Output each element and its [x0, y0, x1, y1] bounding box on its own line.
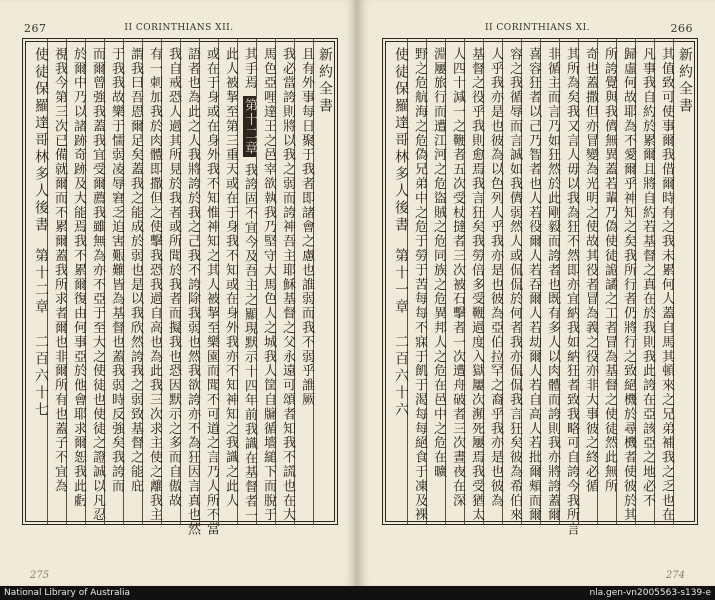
- footer-item-id: nla.gen-vn2005563-s139-e: [589, 588, 711, 598]
- left-text-column: 于我我故樂于懦弱凌辱窘乏迫害艱難皆為基督也蓋我弱時反強矣我誇而: [109, 47, 124, 494]
- left-text-column: 有一刺加我於肉體即撒但之使擊我恐我過自高也為此我三次求主使之離我主: [147, 47, 162, 523]
- right-text-column: 其所為矣我又言人毋以我為狂不然即亦宜納我如納狂者致我略可自誇今我所言: [564, 47, 579, 537]
- right-text-column: 其值致可使事爾我借爾時有之我未累何人蓋自馬其頓來之兄弟補我之乏也在: [659, 47, 674, 523]
- right-running-head: II CORINTHIANS XI.: [484, 23, 591, 33]
- left-text-frame: [22, 38, 338, 537]
- right-page: [358, 0, 715, 586]
- left-page: [0, 0, 356, 586]
- left-running-head: II CORINTHIANS XII.: [124, 23, 234, 33]
- right-text-column: 所誇覺與我儕無異蓋若輩乃偽使徒詭譎之工者冒為基督之使徒然此無所: [602, 47, 617, 494]
- left-text-column: 我必當誇則將以我之弱而誇神吾主耶穌基督之父永遠可頌者知我不謊也在大: [280, 47, 295, 523]
- chapter-start-marker: 第十二章: [242, 97, 257, 156]
- left-pencil-note: 275: [30, 570, 50, 581]
- right-page-number: 266: [670, 22, 693, 35]
- left-side-series-title: 新約全書: [317, 47, 333, 115]
- right-text-column: 喜容狂者以己乃智者也人若役爾人若吞爾人若劫爾人若自高人若批爾頰而爾: [526, 47, 541, 523]
- left-text-column: 此人被挈至第三重天或在于身我不知或在身外我亦不知神知之我識之此人: [223, 47, 238, 508]
- right-text-column: 奇也蓋撒但亦冒變為光明之使故其役者冒為義之役亦非大事彼之終必循: [583, 47, 598, 494]
- right-text-column: 非循主而言乃如狂然於此剛毅而誇者也既有多人以肉體而誇則我亦將誇蓋爾: [545, 47, 560, 523]
- right-text-column: 歸虛何故耶為不愛爾乎神知之矣我所行者仍將行之致絕機於尋機者使彼於其: [621, 47, 636, 523]
- right-text-column: 凡事我自約於累爾且將自約若基督之真在於我則我此誇在亞該亞之地必不: [640, 47, 655, 508]
- left-chapter-label: 第十二章: [33, 248, 49, 316]
- right-text-column: 野之危航海之危偽兄弟中之危于勞于苦每每不寐于飢于渴每每絕食于凍及裸: [412, 47, 427, 523]
- right-text-frame: [382, 38, 698, 537]
- archive-footer: [0, 586, 715, 600]
- left-text-column: 而爾曾強我蓋我宜受爾薦我雖無為亦不亞于至大之使徒也使徒之證誠以凡忍: [90, 47, 105, 523]
- right-text-column: 容之我循辱而言誠如我儕弱然人或侃侃於何者我亦侃侃我言狂矣彼為希伯來: [507, 47, 522, 523]
- right-text-column: 基督之役乎我則愈焉我言狂矣我勞倍多受鞭過度入獄屢次瀕死屢焉我受猶太: [469, 47, 484, 523]
- left-book-title: 使徒保羅達哥林多人後書: [33, 47, 49, 234]
- left-book-title-strip: [29, 47, 47, 516]
- right-page-header: [382, 20, 693, 38]
- left-page-number: 267: [24, 22, 47, 35]
- right-side-series-title: 新約全書: [677, 47, 693, 115]
- right-pencil-note: 274: [665, 570, 685, 581]
- left-folio-number: 二百六十七: [33, 334, 49, 419]
- footer-library-name: National Library of Australia: [4, 588, 131, 598]
- left-text-column: 於爾中乃以諸跡奇跡及大能焉我不累爾復由何事亞於他會耶求爾恕我此虧: [71, 47, 86, 508]
- right-book-title-strip: [389, 47, 407, 516]
- left-text-column: 其手焉 第十二章 我誇固不宜今及吾主之顯現默示十四年前我識在基督者一: [242, 47, 257, 523]
- left-text-column: 語者也為此之人我將誇於我之己我不誇除我弱也然我欲誇亦不為狂因言真也然: [185, 47, 200, 537]
- right-text-column: 人四十減一之鞭者五次受杖撻者三次被石擊者一次遭舟破者三次晝夜在深: [450, 47, 465, 508]
- right-book-title: 使徒保羅達哥林多人後書: [393, 47, 409, 234]
- right-text-column: 淵屢旅行而遭江河之危盜賊之危同族之危異邦人之危在邑中之危在曠: [431, 47, 446, 479]
- left-page-header: [24, 20, 334, 38]
- left-text-column: 謂我曰吾恩爾足矣蓋我之能成於弱也是以我欣然誇我之弱致基督之能庇: [128, 47, 143, 494]
- right-text-column: 人乎我亦是也彼為以色列人乎我亦是也彼為亞伯拉罕之裔乎我亦是也彼為: [488, 47, 503, 508]
- left-text-column: 且有外事每日聚于我者即諸會之慮也誰弱而我不弱乎誰厥: [299, 47, 314, 407]
- left-text-column: 視我今第三次已備就爾而不累爾蓋我所求者爾也非爾所有也蓋子不宜為: [52, 47, 67, 494]
- left-text-column: 我自戒恐人過其所見於我者或所聞於我者而擬我也恐因默示之多而自傲故: [166, 47, 181, 508]
- left-text-column: 或在于身或在身外我不知惟神知之其人被挈至樂園而聞不可道之言乃人所不當: [204, 47, 219, 537]
- left-text-column: 馬色亞哩達王之邑宰欲執我乃堅守大馬色人之城我人筐自牖循墻縋下而脫于: [261, 47, 276, 523]
- right-folio-number: 二百六十六: [393, 334, 409, 419]
- right-chapter-label: 第十一章: [393, 248, 409, 316]
